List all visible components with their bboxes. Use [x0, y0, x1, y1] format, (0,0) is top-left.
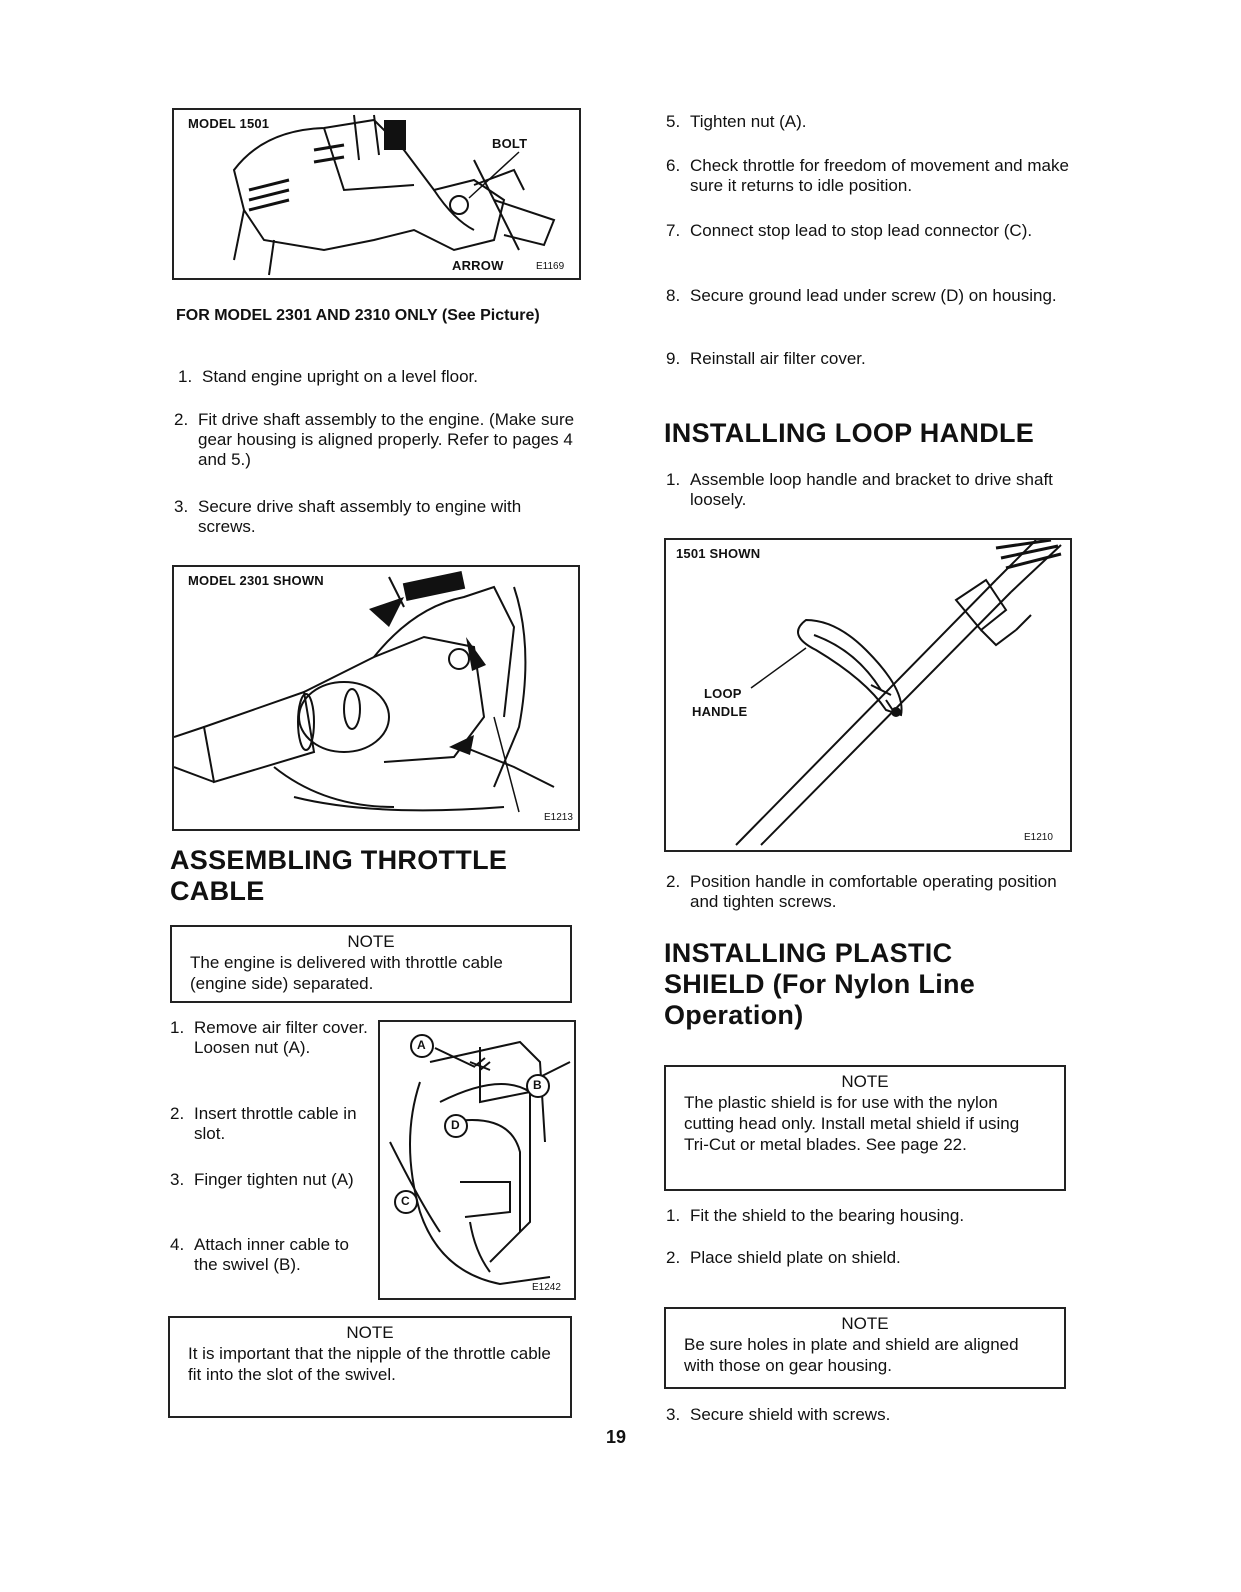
- note-box: [168, 1316, 572, 1418]
- figure-label: 1501 SHOWN: [676, 546, 761, 561]
- note-box: [170, 925, 572, 1003]
- throttle-cable-illustration: [380, 1022, 574, 1298]
- list-item: 1. Stand engine upright on a level floor.: [178, 367, 478, 386]
- list-item: 3. Finger tighten nut (A): [170, 1170, 354, 1189]
- page-number: 19: [606, 1427, 627, 1447]
- note-title: NOTE: [841, 1314, 889, 1333]
- note-title: NOTE: [346, 1323, 394, 1342]
- list-item: 1. Remove air filter cover. Loosen nut (A).: [170, 1018, 368, 1057]
- note-box: [664, 1307, 1066, 1389]
- note-title: NOTE: [347, 932, 395, 951]
- drive-shaft-engine-illustration: [174, 567, 578, 829]
- section-heading-model-2301: FOR MODEL 2301 AND 2310 ONLY (See Picture): [176, 307, 540, 324]
- figure-code: E1242: [532, 1282, 561, 1293]
- note-body: The engine is delivered with throttle cable (engine side) separated.: [190, 953, 503, 993]
- list-item: 7. Connect stop lead to stop lead connector (C).: [666, 221, 1033, 240]
- figure-code: E1169: [536, 261, 565, 272]
- callout-b: B: [533, 1078, 542, 1092]
- list-item: 1. Fit the shield to the bearing housing.: [666, 1206, 965, 1225]
- list-item: 3. Secure drive shaft assembly to engine with screws.: [174, 497, 522, 536]
- note-box: [664, 1065, 1066, 1191]
- section-heading-plastic-shield: INSTALLING PLASTIC SHIELD (For Nylon Line Operation): [664, 938, 976, 1030]
- callout-c: C: [401, 1194, 410, 1208]
- figure-model-2301: [172, 565, 580, 831]
- figure-label: MODEL 2301 SHOWN: [188, 573, 324, 588]
- figure-code: E1213: [544, 812, 573, 823]
- list-item: 2. Place shield plate on shield.: [666, 1248, 901, 1267]
- loop-callout-line2: HANDLE: [692, 704, 748, 719]
- figure-code: E1210: [1024, 832, 1053, 843]
- section-heading-loop-handle: INSTALLING LOOP HANDLE: [664, 418, 1035, 448]
- list-item: 1. Assemble loop handle and bracket to drive shaft loosely.: [666, 470, 1053, 509]
- list-item: 9. Reinstall air filter cover.: [666, 349, 866, 368]
- list-item: 5. Tighten nut (A).: [666, 112, 807, 131]
- list-item: 2. Insert throttle cable in slot.: [170, 1104, 357, 1143]
- figure-loop-handle: [664, 538, 1072, 852]
- list-item: 4. Attach inner cable to the swivel (B).: [170, 1235, 349, 1274]
- arrow-callout: ARROW: [452, 258, 504, 273]
- section-heading-throttle-cable: ASSEMBLING THROTTLE CABLE: [170, 845, 508, 906]
- callout-d: D: [451, 1118, 460, 1132]
- loop-callout-line1: LOOP: [704, 686, 742, 701]
- list-item: 8. Secure ground lead under screw (D) on housing.: [666, 286, 1057, 305]
- list-item: 2. Fit drive shaft assembly to the engine. (Make sure gear housing is aligned properly. Refer to pages 4 and 5.): [174, 410, 575, 469]
- list-item: 2. Position handle in comfortable operating position and tighten screws.: [666, 872, 1057, 911]
- note-body: Be sure holes in plate and shield are aligned with those on gear housing.: [684, 1335, 1019, 1375]
- callout-a: A: [417, 1038, 426, 1052]
- figure-model-1501: [172, 108, 581, 280]
- figure-throttle-cable: [378, 1020, 576, 1300]
- note-title: NOTE: [841, 1072, 889, 1091]
- list-item: 6. Check throttle for freedom of movement and make sure it returns to idle position.: [666, 156, 1069, 195]
- note-body: The plastic shield is for use with the nylon cutting head only. Install metal shield if using Tri-Cut or metal blades. See page 22.: [684, 1093, 1020, 1154]
- list-item: 3. Secure shield with screws.: [666, 1405, 891, 1424]
- bolt-callout: BOLT: [492, 136, 528, 151]
- figure-label: MODEL 1501: [188, 116, 270, 131]
- note-body: It is important that the nipple of the throttle cable fit into the slot of the swivel.: [188, 1344, 551, 1384]
